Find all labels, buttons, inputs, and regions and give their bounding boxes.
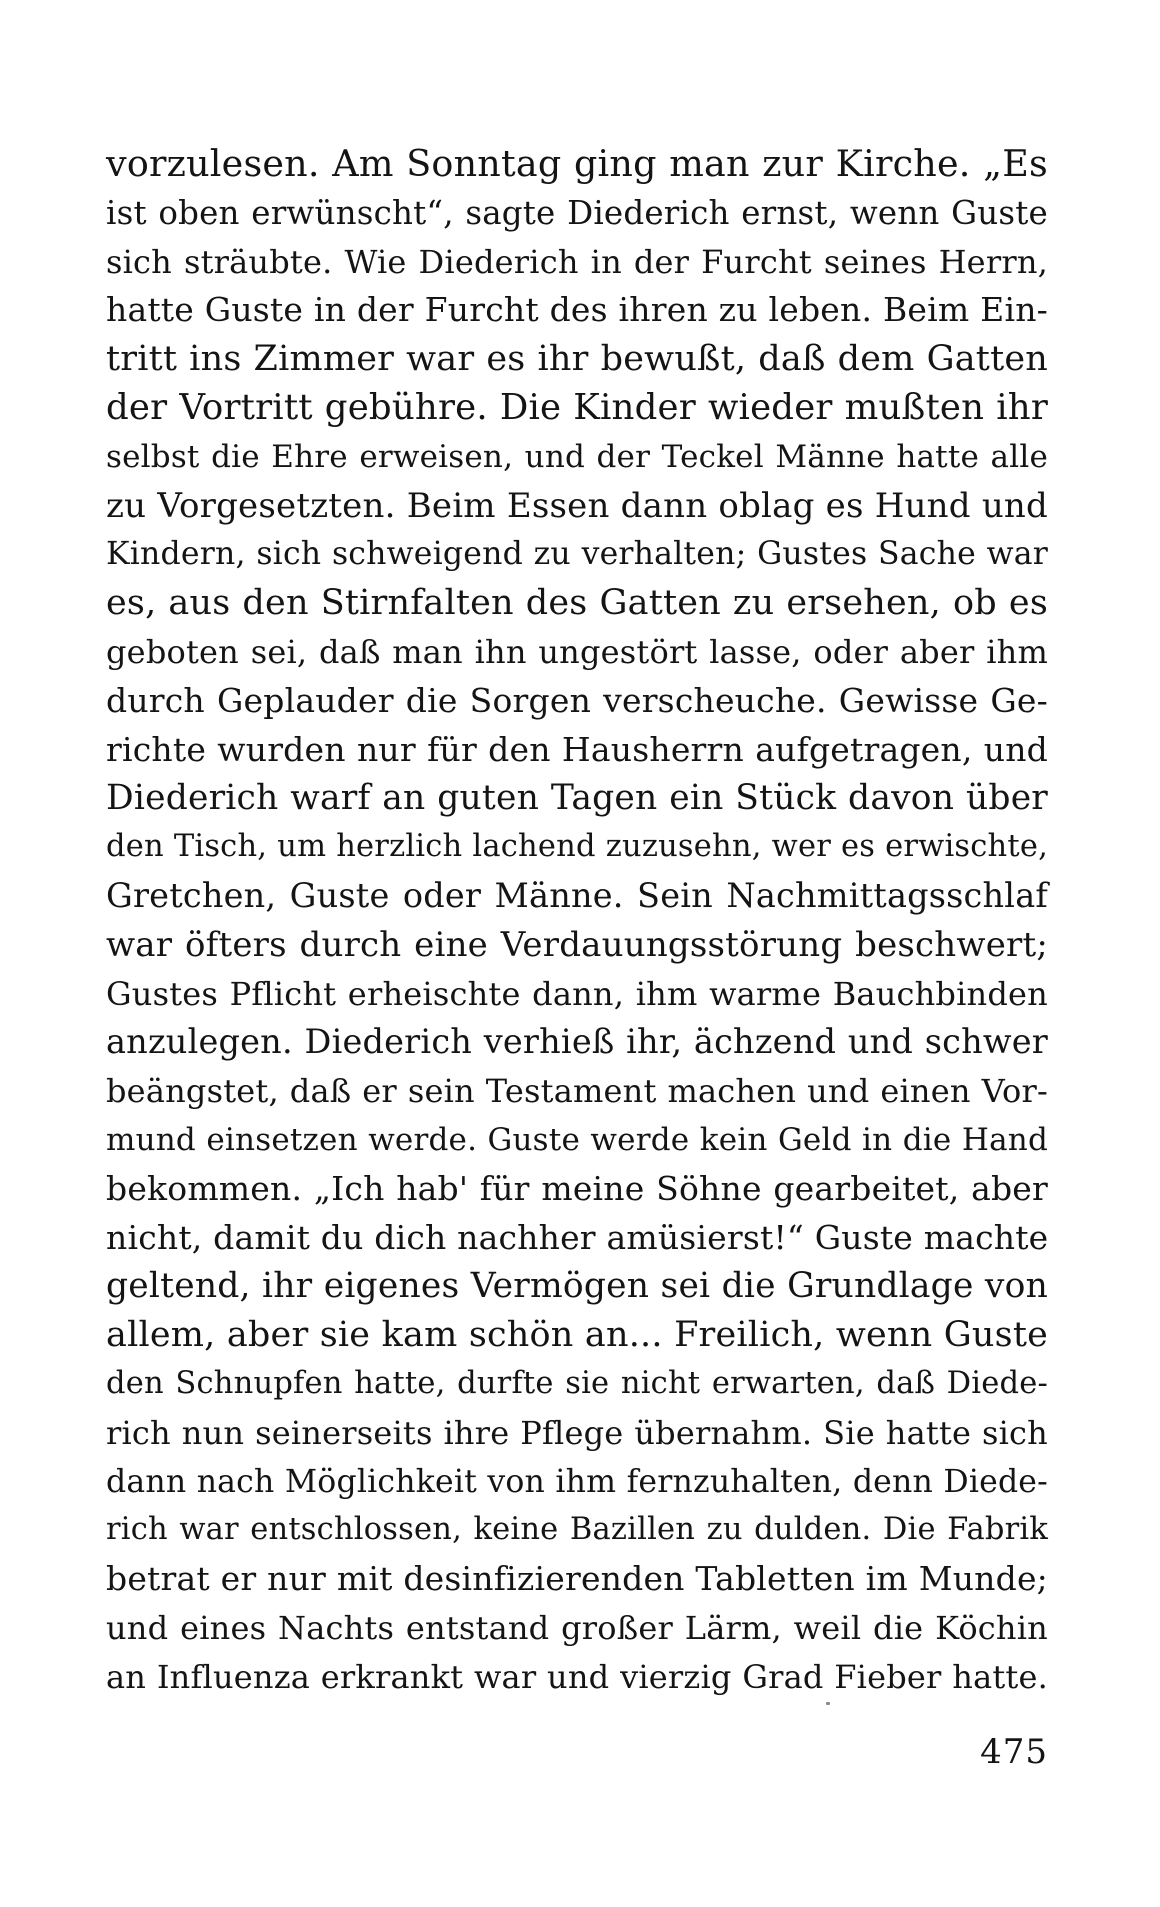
text-line-25: allem, aber sie kam schön an... Freilich, wenn Guste [106, 1315, 1048, 1356]
text-line-26: den Schnupfen hatte, durfte sie nicht erwarten, daß Diede- [106, 1365, 1048, 1401]
text-line-32: an Influenza erkrankt war und vierzig Grad Fieber hatte. [106, 1657, 1048, 1696]
text-line-31: und eines Nachts entstand großer Lärm, weil die Köchin [106, 1608, 1048, 1647]
text-line-20: beängstet, daß er sein Testament machen und einen Vor- [106, 1072, 1048, 1111]
text-line-15: den Tisch, um herzlich lachend zuzusehn, wer es erwischte, [106, 829, 1048, 865]
text-line-29: rich war entschlossen, keine Bazillen zu dulden. Die Fabrik [106, 1512, 1048, 1548]
page-number: 475 [980, 1732, 1048, 1772]
text-line-17: war öfters durch eine Verdauungsstörung beschwert; [106, 924, 1048, 965]
text-line-14: Diederich warf an guten Tagen ein Stück davon über [106, 778, 1048, 819]
text-line-9: Kindern, sich schweigend zu verhalten; Gustes Sache war [106, 536, 1048, 573]
text-line-1: vorzulesen. Am Sonntag ging man zur Kirche. „Es [106, 142, 1048, 185]
text-line-18: Gustes Pflicht erheischte dann, ihm warme Bauchbinden [106, 974, 1048, 1013]
text-line-4: hatte Guste in der Furcht des ihren zu leben. Beim Ein- [106, 290, 1048, 330]
text-line-7: selbst die Ehre erweisen, und der Teckel Männe hatte alle [106, 438, 1048, 475]
body-text [106, 140, 1048, 1702]
print-speck [826, 1702, 830, 1705]
text-line-16: Gretchen, Guste oder Männe. Sein Nachmittagsschlaf [106, 875, 1048, 915]
text-line-12: durch Geplauder die Sorgen verscheuche. Gewisse Ge- [106, 680, 1048, 720]
text-line-6: der Vortritt gebühre. Die Kinder wieder mußten ihr [106, 386, 1048, 428]
text-line-21: mund einsetzen werde. Guste werde kein Geld in die Hand [106, 1121, 1048, 1158]
text-line-2: ist oben erwünscht“, sagte Diederich ernst, wenn Guste [106, 193, 1048, 232]
text-line-28: dann nach Möglichkeit von ihm fernzuhalten, denn Diede- [106, 1463, 1048, 1500]
text-line-11: geboten sei, daß man ihn ungestört lasse, oder aber ihm [106, 632, 1048, 671]
text-line-8: zu Vorgesetzten. Beim Essen dann oblag es Hund und [106, 485, 1048, 526]
text-line-24: geltend, ihr eigenes Vermögen sei die Grundlage von [106, 1266, 1048, 1307]
text-line-19: anzulegen. Diederich verhieß ihr, ächzend und schwer [106, 1022, 1048, 1062]
text-line-23: nicht, damit du dich nachher amüsierst!“ Guste machte [106, 1217, 1049, 1257]
text-line-10: es, aus den Stirnfalten des Gatten zu ersehen, ob es [106, 583, 1048, 624]
text-line-22: bekommen. „Ich hab' für meine Söhne gearbeitet, aber [106, 1168, 1048, 1208]
text-line-13: richte wurden nur für den Hausherrn aufgetragen, und [106, 729, 1048, 769]
text-line-3: sich sträubte. Wie Diederich in der Furcht seines Herrn, [106, 242, 1048, 281]
text-line-5: tritt ins Zimmer war es ihr bewußt, daß dem Gatten [106, 339, 1048, 380]
text-line-27: rich nun seinerseits ihre Pflege übernahm. Sie hatte sich [106, 1413, 1048, 1452]
text-line-30: betrat er nur mit desinfizierenden Tabletten im Munde; [106, 1559, 1048, 1599]
